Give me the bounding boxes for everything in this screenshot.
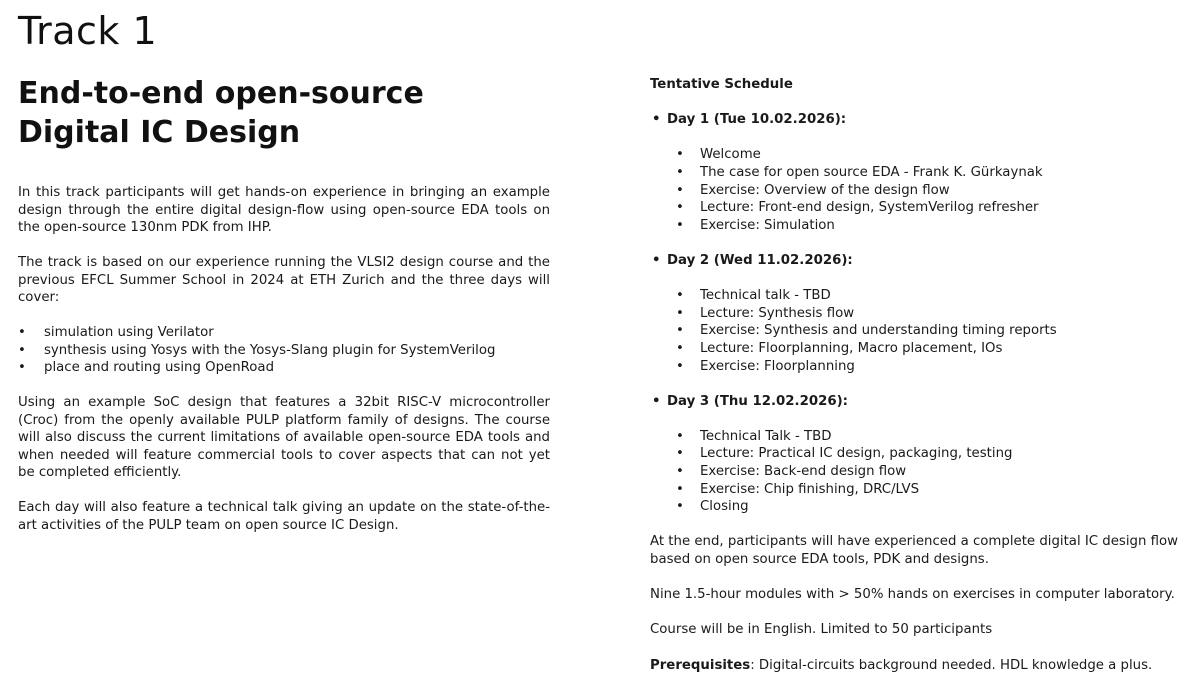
day-items-list (650, 287, 1195, 375)
intro-paragraph: In this track participants will get hands-on experience in bringing an example design through the entire digital design-flow using open-source EDA tools on the open-source 130nm PDK from IHP. (18, 185, 550, 235)
day-heading: • Day 3 (Thu 12.02.2026): (650, 393, 1195, 411)
list-item: • simulation using Verilator (44, 324, 550, 342)
list-item: • The case for open source EDA - Frank K. Gürkaynak (700, 164, 1195, 182)
day-block (650, 111, 1195, 234)
description-column (18, 184, 550, 552)
list-item: • Lecture: Synthesis flow (700, 305, 1195, 323)
prerequisites-label: Prerequisites (650, 657, 751, 673)
list-item: • Technical Talk - TBD (700, 428, 1195, 446)
language-paragraph: Course will be in English. Limited to 50 participants (650, 622, 993, 638)
list-item: • Exercise: Back-end design flow (700, 463, 1195, 481)
topics-list (18, 324, 550, 377)
list-item: • Lecture: Practical IC design, packaging, testing (700, 445, 1195, 463)
list-item: • Exercise: Simulation (700, 217, 1195, 235)
day-heading: • Day 2 (Wed 11.02.2026): (650, 252, 1195, 270)
prerequisites-paragraph (650, 657, 1195, 675)
modules-paragraph: Nine 1.5-hour modules with > 50% hands on exercises in computer laboratory. (650, 587, 1175, 603)
day-block (650, 393, 1195, 516)
list-item: • Technical talk - TBD (700, 287, 1195, 305)
outcome-paragraph: At the end, participants will have experienced a complete digital IC design flow based on open source EDA tools, PDK and designs. (650, 534, 1179, 568)
list-item: • Exercise: Chip finishing, DRC/LVS (700, 481, 1195, 499)
day-block (650, 252, 1195, 375)
day-items-list (650, 428, 1195, 516)
talks-paragraph: Each day will also feature a technical talk giving an update on the state-of-the-art activities of the PULP team on open source IC Design. (18, 500, 550, 533)
list-item: • Exercise: Overview of the design flow (700, 182, 1195, 200)
schedule-title: Tentative Schedule (650, 77, 793, 92)
list-item: • Lecture: Front-end design, SystemVerilog refresher (700, 199, 1195, 217)
day-heading: • Day 1 (Tue 10.02.2026): (650, 111, 1195, 129)
list-item: • Exercise: Synthesis and understanding timing reports (700, 322, 1195, 340)
list-item: • place and routing using OpenRoad (44, 359, 550, 377)
list-item: • Exercise: Floorplanning (700, 358, 1195, 376)
basis-paragraph: The track is based on our experience running the VLSI2 design course and the previous EFCL Summer School in 2024 at ETH Zurich and the three days will cover: (18, 255, 550, 305)
list-item: • Lecture: Floorplanning, Macro placement, IOs (700, 340, 1195, 358)
day-items-list (650, 146, 1195, 234)
prerequisites-text: : Digital-circuits background needed. HDL knowledge a plus. (750, 657, 1153, 673)
soc-paragraph: Using an example SoC design that features a 32bit RISC-V microcontroller (Croc) from the openly available PULP platform family of designs. The course will also discuss the current limitations of available open-source EDA tools and when needed will feature commercial tools to cover aspects that can not yet be completed efficiently. (18, 395, 550, 480)
list-item: • Welcome (700, 146, 1195, 164)
schedule-column (650, 76, 1195, 692)
list-item: • Closing (700, 498, 1195, 516)
page-heading: End-to-end open-source Digital IC Design (18, 76, 424, 150)
track-title: Track 1 (18, 9, 158, 53)
list-item: • synthesis using Yosys with the Yosys-Slang plugin for SystemVerilog (44, 342, 550, 360)
